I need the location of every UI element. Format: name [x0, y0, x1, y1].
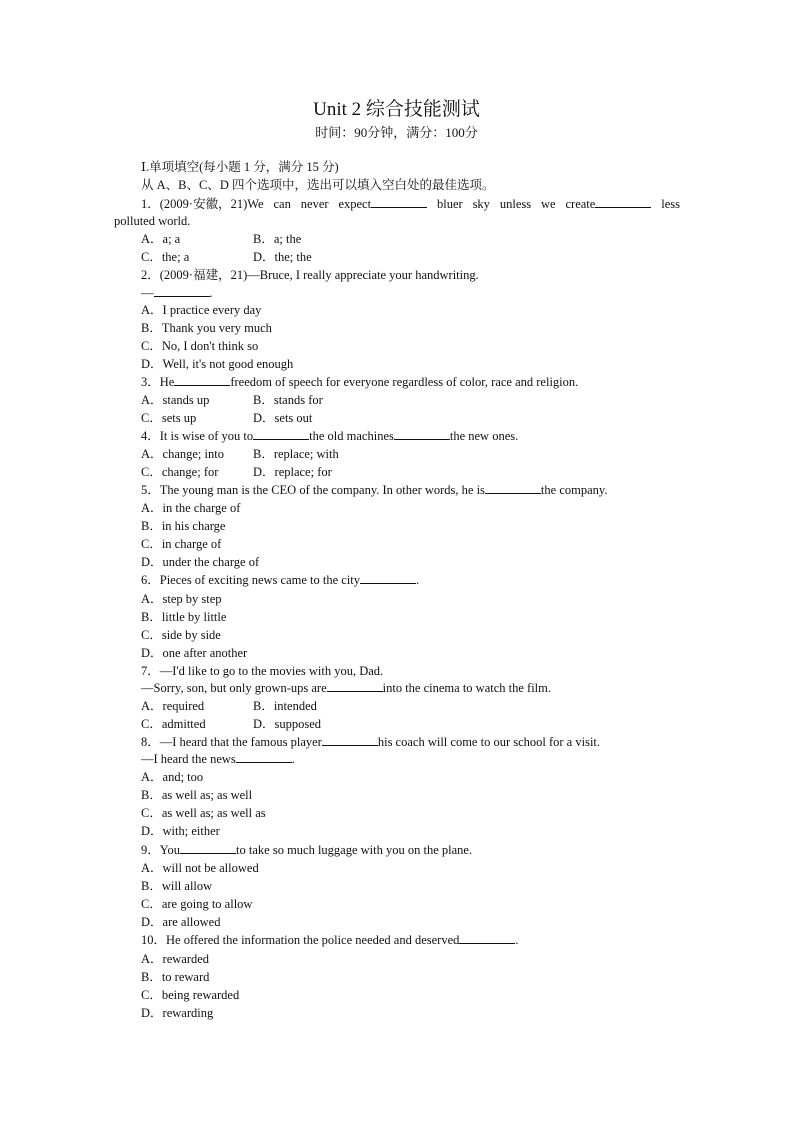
option-b: B．a; the	[253, 232, 302, 246]
option-d: D．sets out	[253, 411, 313, 425]
option-b: B．in his charge	[141, 519, 226, 533]
question-8-stem-line2: —I heard the news .	[141, 752, 295, 766]
question-3-stem: 3．He freedom of speech for everyone regardless of color, race and religion.	[141, 375, 579, 389]
option-b: B．Thank you very much	[141, 321, 272, 335]
option-a: A．stands up	[141, 393, 210, 407]
page-title: Unit 2 综合技能测试	[313, 99, 480, 120]
question-2-stem: 2．(2009·福建，21)—Bruce, I really appreciate your handwriting.	[141, 268, 479, 282]
answer-blank	[360, 572, 416, 584]
option-a: A．step by step	[141, 592, 222, 606]
option-c: C．as well as; as well as	[141, 806, 266, 820]
option-d: D．Well, it's not good enough	[141, 357, 294, 371]
answer-blank	[459, 932, 515, 944]
question-7-stem-line2: —Sorry, son, but only grown-ups are into the cinema to watch the film.	[141, 681, 551, 695]
question-4-options-ab	[141, 446, 441, 462]
option-c: C．No, I don't think so	[141, 339, 259, 353]
option-c: C．admitted	[141, 717, 206, 731]
section-heading: Ⅰ.单项填空(每小题 1 分，满分 15 分)	[141, 160, 339, 174]
question-8-stem: 8．—I heard that the famous player his coach will come to our school for a visit.	[141, 735, 601, 749]
question-3-options-ab	[141, 392, 441, 408]
option-a: A．rewarded	[141, 952, 210, 966]
option-a: A．and; too	[141, 770, 204, 784]
question-7-stem: 7．—I'd like to go to the movies with you, Dad.	[141, 664, 384, 678]
option-c: C．the; a	[141, 250, 190, 264]
question-3-options-cd	[141, 410, 441, 426]
question-4-options-cd	[141, 464, 441, 480]
option-b: B．replace; with	[253, 447, 339, 461]
option-b: B．stands for	[253, 393, 323, 407]
answer-blank	[371, 196, 427, 208]
option-d: D．under the charge of	[141, 555, 260, 569]
question-1-stem-cont: polluted world.	[114, 214, 191, 228]
section-instruction: 从 A、B、C、D 四个选项中，选出可以填入空白处的最佳选项。	[141, 178, 495, 192]
option-c: C．are going to allow	[141, 897, 253, 911]
question-2-stem-line2: — .	[141, 286, 213, 300]
question-4-stem: 4．It is wise of you to the old machines the new ones.	[141, 429, 519, 443]
option-c: C．in charge of	[141, 537, 222, 551]
question-1-options-cd	[141, 249, 441, 265]
option-d: D．rewarding	[141, 1006, 214, 1020]
option-b: B．little by little	[141, 610, 227, 624]
option-d: D．replace; for	[253, 465, 332, 479]
option-a: A．in the charge of	[141, 501, 241, 515]
option-d: D．one after another	[141, 646, 248, 660]
option-b: B．as well as; as well	[141, 788, 253, 802]
option-a: A．I practice every day	[141, 303, 262, 317]
option-a: A．a; a	[141, 232, 181, 246]
question-1-stem: 1．(2009·安徽，21)We can never expect bluer sky unless we create less	[141, 197, 680, 211]
answer-blank	[327, 680, 383, 692]
question-9-stem: 9．You to take so much luggage with you on the plane.	[141, 843, 473, 857]
answer-blank	[253, 428, 309, 440]
page-subtitle: 时间：90分钟，满分：100分	[315, 125, 478, 140]
option-c: C．being rewarded	[141, 988, 240, 1002]
answer-blank	[485, 482, 541, 494]
answer-blank	[180, 842, 236, 854]
option-c: C．change; for	[141, 465, 219, 479]
option-b: B．to reward	[141, 970, 210, 984]
question-6-stem: 6．Pieces of exciting news came to the city .	[141, 573, 420, 587]
option-d: D．are allowed	[141, 915, 221, 929]
question-5-stem: 5．The young man is the CEO of the company. In other words, he is the company.	[141, 483, 608, 497]
question-7-options-cd	[141, 716, 441, 732]
option-c: C．sets up	[141, 411, 197, 425]
option-a: A．change; into	[141, 447, 224, 461]
question-10-stem: 10．He offered the information the police needed and deserved .	[141, 933, 519, 947]
option-d: D．the; the	[253, 250, 312, 264]
answer-blank	[154, 285, 210, 297]
option-c: C．side by side	[141, 628, 221, 642]
answer-blank	[322, 734, 378, 746]
option-b: B．will allow	[141, 879, 213, 893]
answer-blank	[595, 196, 651, 208]
option-d: D．supposed	[253, 717, 322, 731]
question-7-options-ab	[141, 698, 441, 714]
answer-blank	[394, 428, 450, 440]
option-d: D．with; either	[141, 824, 220, 838]
option-a: A．will not be allowed	[141, 861, 259, 875]
answer-blank	[174, 374, 230, 386]
option-a: A．required	[141, 699, 205, 713]
question-1-options-ab	[141, 231, 441, 247]
option-b: B．intended	[253, 699, 317, 713]
answer-blank	[236, 751, 292, 763]
